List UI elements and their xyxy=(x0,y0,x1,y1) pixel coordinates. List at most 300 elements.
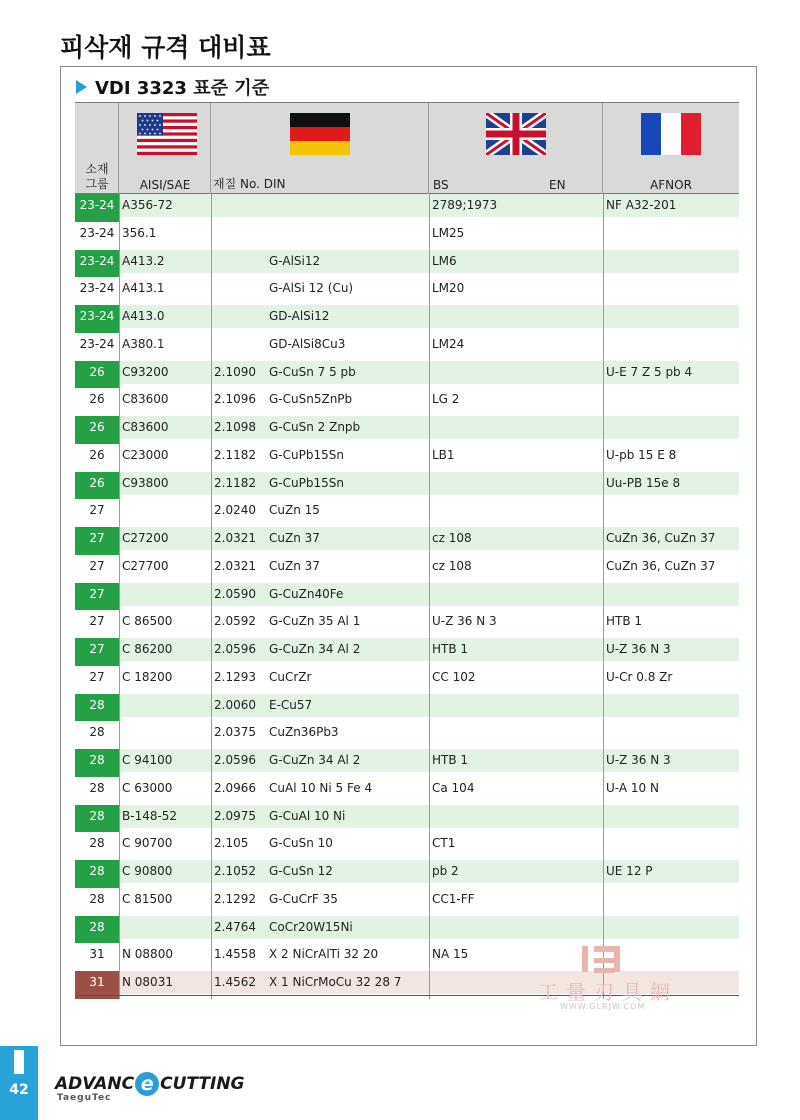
afnor-cell: UE 12 P xyxy=(606,864,653,878)
table-row xyxy=(75,805,739,833)
column-divider xyxy=(603,444,604,472)
column-divider xyxy=(603,832,604,860)
column-divider xyxy=(211,916,212,944)
column-divider xyxy=(429,749,430,777)
group-cell: 23-24 xyxy=(75,250,119,278)
column-divider xyxy=(119,250,120,278)
aisi-cell: 356.1 xyxy=(122,225,157,240)
section-title xyxy=(76,74,269,100)
group-cell: 27 xyxy=(75,527,119,555)
bs-cell: LG 2 xyxy=(432,392,460,407)
table-row xyxy=(75,666,739,694)
column-divider xyxy=(211,694,212,722)
bs-cell: CT1 xyxy=(432,836,456,851)
header-usa xyxy=(119,103,211,195)
column-divider xyxy=(603,749,604,777)
column-divider xyxy=(211,943,212,971)
din-cell: CuCrZr xyxy=(269,669,312,684)
column-divider xyxy=(603,583,604,611)
section-title-text: VDI 3323 표준 기준 xyxy=(95,78,270,99)
column-divider xyxy=(429,638,430,666)
table-row xyxy=(75,305,739,333)
column-divider xyxy=(429,388,430,416)
column-divider xyxy=(119,638,120,666)
column-divider xyxy=(119,555,120,583)
column-divider xyxy=(603,666,604,694)
afnor-cell: U-A 10 N xyxy=(606,780,659,795)
group-cell: 23-24 xyxy=(79,336,115,351)
afnor-cell: CuZn 36, CuZn 37 xyxy=(606,531,716,545)
group-cell: 31 xyxy=(75,971,119,999)
din-cell: G-AlSi 12 (Cu) xyxy=(269,281,354,296)
column-divider xyxy=(429,583,430,611)
din-cell: G-CuSn 12 xyxy=(269,864,333,878)
watermark-logo-icon xyxy=(580,944,626,978)
comparison-table xyxy=(75,102,739,999)
din-cell: E-Cu57 xyxy=(269,697,313,712)
aisi-cell: A380.1 xyxy=(122,336,165,351)
column-divider xyxy=(211,333,212,361)
column-divider xyxy=(119,832,120,860)
column-divider xyxy=(119,277,120,305)
matno-cell: 2.1090 xyxy=(214,364,256,379)
header-group-label: 소재 그룹 xyxy=(85,162,109,191)
column-divider xyxy=(211,361,212,389)
brand-subtitle: TaeguTec xyxy=(57,1093,112,1103)
din-cell: X 1 NiCrMoCu 32 28 7 xyxy=(269,975,402,989)
group-cell: 23-24 xyxy=(79,225,115,240)
matno-cell: 2.1292 xyxy=(214,891,256,906)
din-cell: G-CuZn 35 Al 1 xyxy=(269,614,361,629)
aisi-cell: N 08800 xyxy=(122,947,173,962)
group-cell: 26 xyxy=(89,392,105,407)
column-divider xyxy=(211,610,212,638)
brand-right-text: CUTTING xyxy=(160,1074,245,1094)
aisi-cell: C 94100 xyxy=(122,753,173,767)
column-divider xyxy=(119,583,120,611)
brand-e-icon: e xyxy=(135,1072,159,1096)
din-cell: G-CuSn 7 5 pb xyxy=(269,364,356,379)
column-divider xyxy=(429,805,430,833)
aisi-cell: A413.0 xyxy=(122,309,165,323)
column-divider xyxy=(211,860,212,888)
aisi-cell: C 86200 xyxy=(122,642,173,656)
table-row xyxy=(75,250,739,278)
bs-cell: NA 15 xyxy=(432,947,469,962)
column-divider xyxy=(119,666,120,694)
bs-cell: LB1 xyxy=(432,447,455,462)
column-divider xyxy=(119,888,120,916)
table-row xyxy=(75,472,739,500)
table-body xyxy=(75,194,739,999)
header-din-label: 재질 No. DIN xyxy=(213,177,286,191)
din-cell: CuZn 37 xyxy=(269,531,320,545)
column-divider xyxy=(603,860,604,888)
din-cell: X 2 NiCrAlTi 32 20 xyxy=(269,947,379,962)
column-divider xyxy=(429,499,430,527)
header-bs-label: BS xyxy=(433,178,449,192)
matno-cell: 2.1096 xyxy=(214,392,256,407)
aisi-cell: B-148-52 xyxy=(122,808,178,823)
din-cell: CuZn 37 xyxy=(269,558,320,573)
group-cell: 26 xyxy=(75,361,119,389)
aisi-cell: N 08031 xyxy=(122,975,173,989)
column-divider xyxy=(119,499,120,527)
group-cell: 27 xyxy=(89,669,105,684)
group-cell: 27 xyxy=(89,558,105,573)
column-divider xyxy=(603,416,604,444)
group-cell: 28 xyxy=(75,805,119,833)
group-cell: 23-24 xyxy=(75,305,119,333)
column-divider xyxy=(119,416,120,444)
table-row xyxy=(75,610,739,638)
table-row xyxy=(75,222,739,250)
column-divider xyxy=(603,694,604,722)
column-divider xyxy=(119,860,120,888)
column-divider xyxy=(603,916,604,944)
aisi-cell: C23000 xyxy=(122,447,169,462)
column-divider xyxy=(603,805,604,833)
matno-cell: 2.0975 xyxy=(214,808,256,823)
matno-cell: 1.4558 xyxy=(214,947,256,962)
din-cell: G-CuPb15Sn xyxy=(269,475,344,490)
table-row xyxy=(75,749,739,777)
column-divider xyxy=(211,527,212,555)
aisi-cell: C 90800 xyxy=(122,864,173,878)
bs-cell: LM24 xyxy=(432,336,465,351)
group-cell: 27 xyxy=(89,503,105,518)
table-row xyxy=(75,416,739,444)
page-tab xyxy=(0,1046,38,1120)
column-divider xyxy=(119,333,120,361)
table-row xyxy=(75,943,739,971)
group-cell: 23-24 xyxy=(75,194,119,222)
column-divider xyxy=(119,305,120,333)
table-row xyxy=(75,583,739,611)
page-title: 피삭재 규격 대비표 xyxy=(60,33,271,62)
din-cell: G-AlSi12 xyxy=(269,253,321,268)
table-row xyxy=(75,527,739,555)
aisi-cell: C 63000 xyxy=(122,780,173,795)
aisi-cell: C83600 xyxy=(122,392,169,407)
column-divider xyxy=(211,749,212,777)
group-cell: 27 xyxy=(75,638,119,666)
column-divider xyxy=(119,694,120,722)
din-cell: G-CuZn 34 Al 2 xyxy=(269,642,361,656)
brand-left-text: ADVANC xyxy=(55,1074,135,1094)
table-row xyxy=(75,888,739,916)
matno-cell: 2.4764 xyxy=(214,919,256,934)
header-en-label: EN xyxy=(549,178,566,192)
matno-cell: 2.0966 xyxy=(214,780,256,795)
column-divider xyxy=(211,583,212,611)
column-divider xyxy=(429,832,430,860)
afnor-cell: HTB 1 xyxy=(606,614,643,629)
matno-cell: 2.0592 xyxy=(214,614,256,629)
column-divider xyxy=(603,499,604,527)
column-divider xyxy=(119,388,120,416)
column-divider xyxy=(429,860,430,888)
afnor-cell: CuZn 36, CuZn 37 xyxy=(606,558,716,573)
bs-cell: CC1-FF xyxy=(432,891,475,906)
column-divider xyxy=(429,277,430,305)
column-divider xyxy=(603,305,604,333)
column-divider xyxy=(119,444,120,472)
france-flag-icon xyxy=(641,113,701,155)
group-cell: 28 xyxy=(75,749,119,777)
column-divider xyxy=(429,610,430,638)
din-cell: GD-AlSi8Cu3 xyxy=(269,336,346,351)
aisi-cell: C83600 xyxy=(122,420,169,434)
bs-cell: CC 102 xyxy=(432,669,476,684)
table-row xyxy=(75,860,739,888)
table-row xyxy=(75,361,739,389)
column-divider xyxy=(211,277,212,305)
din-cell: G-CuSn 10 xyxy=(269,836,333,851)
column-divider xyxy=(119,527,120,555)
column-divider xyxy=(119,222,120,250)
afnor-cell: U-Z 36 N 3 xyxy=(606,753,671,767)
afnor-cell: U-Z 36 N 3 xyxy=(606,642,671,656)
column-divider xyxy=(603,472,604,500)
afnor-cell: NF A32-201 xyxy=(606,198,677,212)
din-cell: G-CuZn40Fe xyxy=(269,586,344,601)
matno-cell: 2.0240 xyxy=(214,503,256,518)
page-number: 42 xyxy=(9,1082,29,1098)
group-cell: 28 xyxy=(75,916,119,944)
din-cell: GD-AlSi12 xyxy=(269,309,330,323)
triangle-bullet-icon xyxy=(76,80,87,94)
din-cell: CuZn 15 xyxy=(269,503,320,518)
column-divider xyxy=(211,666,212,694)
aisi-cell: C 18200 xyxy=(122,669,173,684)
column-divider xyxy=(211,444,212,472)
aisi-cell: A413.2 xyxy=(122,253,165,268)
bs-cell: LM25 xyxy=(432,225,465,240)
header-afnor-label: AFNOR xyxy=(650,178,692,192)
header-france xyxy=(603,103,739,195)
din-cell: G-CuSn 2 Znpb xyxy=(269,420,361,434)
column-divider xyxy=(211,555,212,583)
column-divider xyxy=(211,222,212,250)
din-cell: G-CuSn5ZnPb xyxy=(269,392,353,407)
column-divider xyxy=(429,916,430,944)
column-divider xyxy=(429,555,430,583)
column-divider xyxy=(429,527,430,555)
table-row xyxy=(75,194,739,222)
column-divider xyxy=(211,721,212,749)
column-divider xyxy=(429,694,430,722)
bs-cell: U-Z 36 N 3 xyxy=(432,614,497,629)
column-divider xyxy=(211,472,212,500)
group-cell: 28 xyxy=(89,780,105,795)
bs-cell: 2789;1973 xyxy=(432,198,498,212)
section-marker xyxy=(14,1050,24,1074)
aisi-cell: A356-72 xyxy=(122,198,173,212)
table-row xyxy=(75,916,739,944)
column-divider xyxy=(211,832,212,860)
group-cell: 28 xyxy=(89,836,105,851)
header-group xyxy=(75,103,119,195)
din-cell: CuAl 10 Ni 5 Fe 4 xyxy=(269,780,373,795)
afnor-cell: U-Cr 0.8 Zr xyxy=(606,669,673,684)
bs-cell: cz 108 xyxy=(432,558,472,573)
column-divider xyxy=(603,888,604,916)
matno-cell: 2.0321 xyxy=(214,531,256,545)
bs-cell: pb 2 xyxy=(432,864,459,878)
column-divider xyxy=(211,638,212,666)
column-divider xyxy=(119,777,120,805)
column-divider xyxy=(119,194,120,222)
table-row xyxy=(75,555,739,583)
column-divider xyxy=(603,277,604,305)
din-cell: G-CuPb15Sn xyxy=(269,447,344,462)
column-divider xyxy=(603,333,604,361)
aisi-cell: C 90700 xyxy=(122,836,173,851)
bs-cell: LM20 xyxy=(432,281,465,296)
column-divider xyxy=(211,777,212,805)
matno-cell: 2.1293 xyxy=(214,669,256,684)
table-header xyxy=(75,102,739,194)
column-divider xyxy=(429,888,430,916)
afnor-cell: Uu-PB 15e 8 xyxy=(606,475,681,490)
matno-cell: 2.1182 xyxy=(214,447,256,462)
column-divider xyxy=(119,721,120,749)
table-row xyxy=(75,777,739,805)
watermark-url: WWW.GLRJW.COM xyxy=(560,1002,646,1011)
matno-cell: 2.0590 xyxy=(214,586,256,601)
group-cell: 28 xyxy=(89,725,105,740)
column-divider xyxy=(603,388,604,416)
group-cell: 28 xyxy=(75,860,119,888)
group-cell: 31 xyxy=(89,947,105,962)
matno-cell: 2.1052 xyxy=(214,864,256,878)
matno-cell: 2.0596 xyxy=(214,642,256,656)
group-cell: 23-24 xyxy=(79,281,115,296)
column-divider xyxy=(429,777,430,805)
group-cell: 26 xyxy=(75,472,119,500)
column-divider xyxy=(429,305,430,333)
column-divider xyxy=(211,805,212,833)
matno-cell: 1.4562 xyxy=(214,975,256,989)
column-divider xyxy=(119,472,120,500)
bs-cell: HTB 1 xyxy=(432,753,469,767)
watermark-text: 工量刃具網 xyxy=(538,980,678,1004)
column-divider xyxy=(211,499,212,527)
matno-cell: 2.1098 xyxy=(214,420,256,434)
column-divider xyxy=(603,555,604,583)
column-divider xyxy=(211,888,212,916)
column-divider xyxy=(603,610,604,638)
table-row xyxy=(75,832,739,860)
matno-cell: 2.0596 xyxy=(214,753,256,767)
din-cell: G-CuZn 34 Al 2 xyxy=(269,753,361,767)
column-divider xyxy=(119,361,120,389)
din-cell: G-CuAl 10 Ni xyxy=(269,808,346,823)
din-cell: CuZn36Pb3 xyxy=(269,725,339,740)
column-divider xyxy=(603,250,604,278)
column-divider xyxy=(429,222,430,250)
group-cell: 26 xyxy=(89,447,105,462)
column-divider xyxy=(429,194,430,222)
column-divider xyxy=(603,194,604,222)
column-divider xyxy=(603,222,604,250)
column-divider xyxy=(429,333,430,361)
table-row xyxy=(75,499,739,527)
usa-flag-icon xyxy=(137,113,197,155)
group-cell: 28 xyxy=(89,891,105,906)
din-cell: G-CuCrF 35 xyxy=(269,891,338,906)
matno-cell: 2.0060 xyxy=(214,697,256,712)
table-row xyxy=(75,277,739,305)
aisi-cell: C27700 xyxy=(122,558,169,573)
table-row xyxy=(75,721,739,749)
header-germany xyxy=(211,103,429,195)
column-divider xyxy=(211,305,212,333)
matno-cell: 2.105 xyxy=(214,836,249,851)
aisi-cell: C93800 xyxy=(122,475,169,490)
column-divider xyxy=(119,805,120,833)
column-divider xyxy=(211,250,212,278)
column-divider xyxy=(429,472,430,500)
afnor-cell: U-E 7 Z 5 pb 4 xyxy=(606,364,693,379)
column-divider xyxy=(603,777,604,805)
matno-cell: 2.0321 xyxy=(214,558,256,573)
table-row xyxy=(75,444,739,472)
aisi-cell: C27200 xyxy=(122,531,169,545)
column-divider xyxy=(603,527,604,555)
header-aisi-label: AISI/SAE xyxy=(139,178,191,192)
afnor-cell: U-pb 15 E 8 xyxy=(606,447,677,462)
column-divider xyxy=(429,444,430,472)
column-divider xyxy=(119,749,120,777)
aisi-cell: A413.1 xyxy=(122,281,165,296)
table-row xyxy=(75,388,739,416)
group-cell: 27 xyxy=(75,583,119,611)
table-row xyxy=(75,638,739,666)
column-divider xyxy=(119,610,120,638)
aisi-cell: C 81500 xyxy=(122,891,173,906)
column-divider xyxy=(429,666,430,694)
germany-flag-icon xyxy=(290,113,350,155)
group-cell: 27 xyxy=(89,614,105,629)
column-divider xyxy=(603,638,604,666)
bs-cell: Ca 104 xyxy=(432,780,475,795)
column-divider xyxy=(429,361,430,389)
table-row xyxy=(75,694,739,722)
matno-cell: 2.0375 xyxy=(214,725,256,740)
bs-cell: HTB 1 xyxy=(432,642,469,656)
bs-cell: LM6 xyxy=(432,253,457,268)
bs-cell: cz 108 xyxy=(432,531,472,545)
table-row xyxy=(75,333,739,361)
aisi-cell: C93200 xyxy=(122,364,169,379)
uk-flag-icon xyxy=(486,113,546,155)
column-divider xyxy=(429,943,430,971)
column-divider xyxy=(211,388,212,416)
matno-cell: 2.1182 xyxy=(214,475,256,490)
group-cell: 28 xyxy=(75,694,119,722)
column-divider xyxy=(429,721,430,749)
column-divider xyxy=(429,416,430,444)
aisi-cell: C 86500 xyxy=(122,614,173,629)
header-uk xyxy=(429,103,603,195)
din-cell: CoCr20W15Ni xyxy=(269,919,353,934)
column-divider xyxy=(211,416,212,444)
column-divider xyxy=(603,361,604,389)
column-divider xyxy=(211,194,212,222)
column-divider xyxy=(119,943,120,971)
